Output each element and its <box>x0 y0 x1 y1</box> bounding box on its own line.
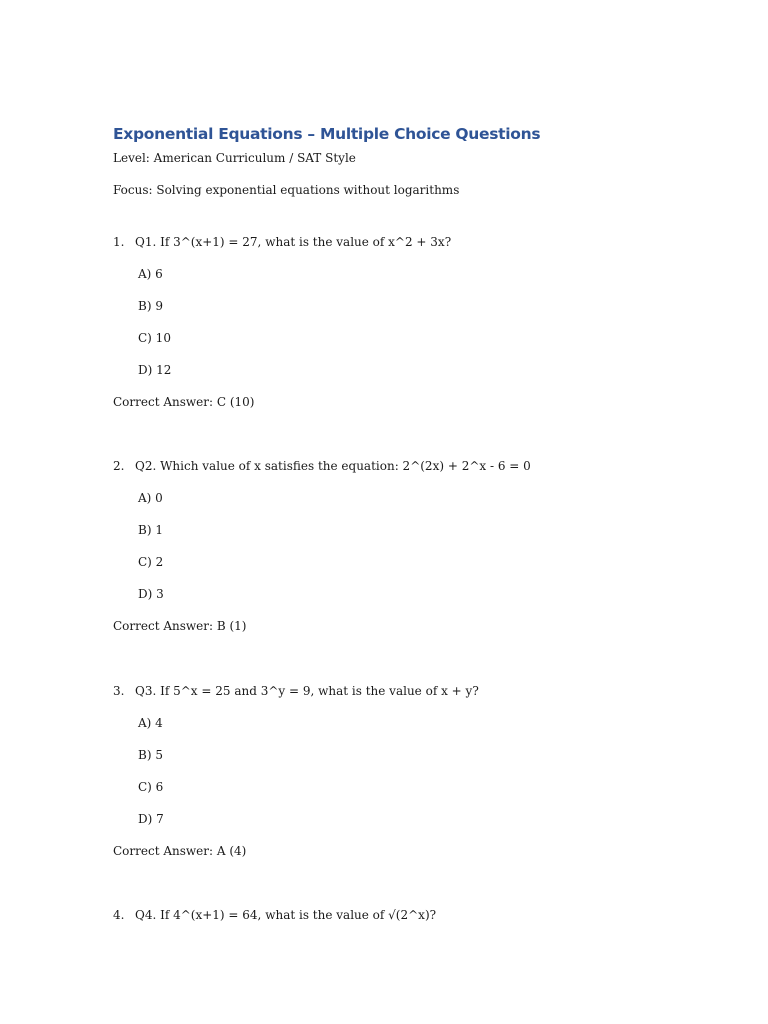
q1-option-b: B) 9 <box>138 299 163 313</box>
question-text: Q1. If 3^(x+1) = 27, what is the value of x^2 + 3x? <box>135 235 452 249</box>
q2-option-b: B) 1 <box>138 523 163 537</box>
q2-option-c: C) 2 <box>138 555 164 569</box>
question-text: Q2. Which value of x satisfies the equation: 2^(2x) + 2^x - 6 = 0 <box>135 459 531 473</box>
q3-option-b: B) 5 <box>138 748 163 762</box>
q3-option-c: C) 6 <box>138 780 164 794</box>
question-3 <box>113 684 479 698</box>
q3-option-a: A) 4 <box>138 716 163 730</box>
q2-option-d: D) 3 <box>138 587 164 601</box>
question-text: Q4. If 4^(x+1) = 64, what is the value of √(2^x)? <box>135 908 437 922</box>
q1-option-d: D) 12 <box>138 363 172 377</box>
question-4 <box>113 908 436 922</box>
q1-option-a: A) 6 <box>138 267 163 281</box>
q3-correct-answer: Correct Answer: A (4) <box>113 844 247 858</box>
q1-correct-answer: Correct Answer: C (10) <box>113 395 255 409</box>
q3-option-d: D) 7 <box>138 812 164 826</box>
question-1 <box>113 235 451 249</box>
level-line: Level: American Curriculum / SAT Style <box>113 151 356 165</box>
question-text: Q3. If 5^x = 25 and 3^y = 9, what is the value of x + y? <box>135 684 479 698</box>
document-title: Exponential Equations – Multiple Choice Questions <box>113 125 541 143</box>
question-number: 4. <box>113 908 125 922</box>
question-number: 1. <box>113 235 125 249</box>
focus-line: Focus: Solving exponential equations without logarithms <box>113 183 460 197</box>
q1-option-c: C) 10 <box>138 331 171 345</box>
q2-correct-answer: Correct Answer: B (1) <box>113 619 247 633</box>
question-2 <box>113 459 531 473</box>
question-number: 2. <box>113 459 125 473</box>
q2-option-a: A) 0 <box>138 491 163 505</box>
question-number: 3. <box>113 684 125 698</box>
